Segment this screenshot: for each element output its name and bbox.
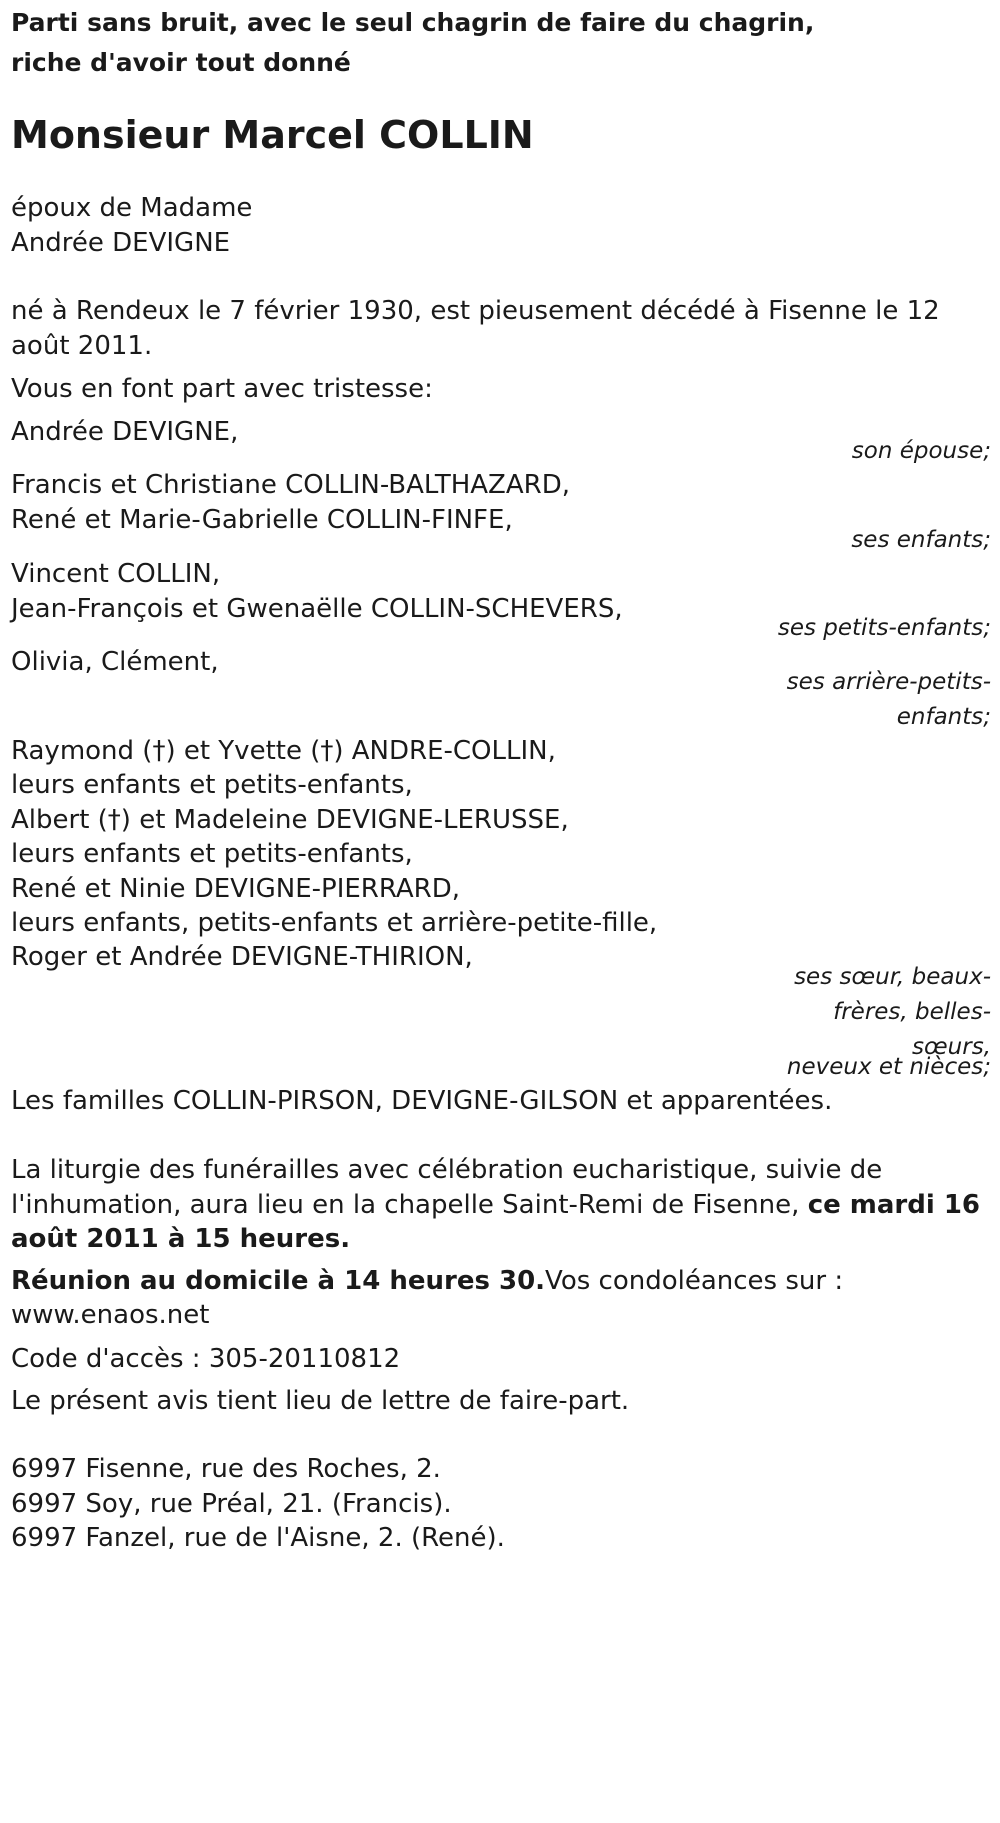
grandchild-2: Jean-François et Gwenaëlle COLLIN-SCHEVERS,	[11, 594, 623, 624]
address-3: 6997 Fanzel, rue de l'Aisne, 2. (René).	[11, 1523, 505, 1553]
birth-death-line-1: né à Rendeux le 7 février 1930, est pieusement décédé à Fisenne le 12	[11, 296, 940, 326]
funeral-line-3	[11, 1224, 350, 1254]
deceased-name: Monsieur Marcel COLLIN	[11, 113, 534, 157]
grandchildren-role: ses petits-enfants;	[777, 615, 991, 641]
sibling-line-3: Albert (†) et Madeleine DEVIGNE-LERUSSE,	[11, 805, 569, 835]
address-2: 6997 Soy, rue Préal, 21. (Francis).	[11, 1489, 452, 1519]
funeral-line-2-text: l'inhumation, aura lieu en la chapelle Saint-Remi de Fisenne,	[11, 1190, 808, 1220]
spouse-line-1: époux de Madame	[11, 193, 253, 223]
siblings-role-1: ses sœur, beaux-	[794, 964, 991, 990]
families-line: Les familles COLLIN-PIRSON, DEVIGNE-GILSON et apparentées.	[11, 1086, 833, 1116]
spouse-name: Andrée DEVIGNE,	[11, 417, 239, 447]
siblings-role-2: frères, belles-	[833, 999, 991, 1025]
gathering-line	[11, 1266, 843, 1296]
child-1: Francis et Christiane COLLIN-BALTHAZARD,	[11, 470, 570, 500]
sibling-line-6: leurs enfants, petits-enfants et arrière-petite-fille,	[11, 908, 658, 938]
spouse-line-2: Andrée DEVIGNE	[11, 228, 231, 258]
access-code: Code d'accès : 305-20110812	[11, 1344, 401, 1374]
grandchild-1: Vincent COLLIN,	[11, 559, 221, 589]
sibling-line-7: Roger et Andrée DEVIGNE-THIRION,	[11, 942, 473, 972]
sibling-line-2: leurs enfants et petits-enfants,	[11, 770, 413, 800]
funeral-date-start: ce mardi 16	[807, 1190, 981, 1220]
website-link[interactable]: www.enaos.net	[11, 1300, 210, 1330]
sibling-line-4: leurs enfants et petits-enfants,	[11, 839, 413, 869]
siblings-role-3: sœurs,	[912, 1034, 991, 1060]
spouse-role: son épouse;	[851, 438, 991, 464]
great-grandchildren-role-1: ses arrière-petits-	[786, 669, 991, 695]
gathering-time: Réunion au domicile à 14 heures 30.	[11, 1266, 546, 1296]
address-1: 6997 Fisenne, rue des Roches, 2.	[11, 1454, 441, 1484]
great-grandchildren: Olivia, Clément,	[11, 647, 219, 677]
sibling-line-5: René et Ninie DEVIGNE-PIERRARD,	[11, 874, 461, 904]
funeral-line-1: La liturgie des funérailles avec célébration eucharistique, suivie de	[11, 1155, 883, 1185]
sibling-line-1: Raymond (†) et Yvette (†) ANDRE-COLLIN,	[11, 736, 556, 766]
condolences-text: Vos condoléances sur :	[545, 1266, 844, 1296]
notice-line: Le présent avis tient lieu de lettre de faire-part.	[11, 1386, 630, 1416]
child-2: René et Marie-Gabrielle COLLIN-FINFE,	[11, 505, 513, 535]
funeral-date-end: août 2011 à 15 heures.	[11, 1224, 351, 1254]
funeral-line-2	[11, 1190, 980, 1220]
great-grandchildren-role-2: enfants;	[896, 704, 991, 730]
motto-line-2: riche d'avoir tout donné	[11, 48, 351, 77]
siblings-role-4: neveux et nièces;	[786, 1054, 991, 1080]
announce-intro: Vous en font part avec tristesse:	[11, 374, 433, 404]
children-role: ses enfants;	[851, 527, 991, 553]
motto-line-1: Parti sans bruit, avec le seul chagrin de faire du chagrin,	[11, 8, 815, 37]
birth-death-line-2: août 2011.	[11, 331, 153, 361]
